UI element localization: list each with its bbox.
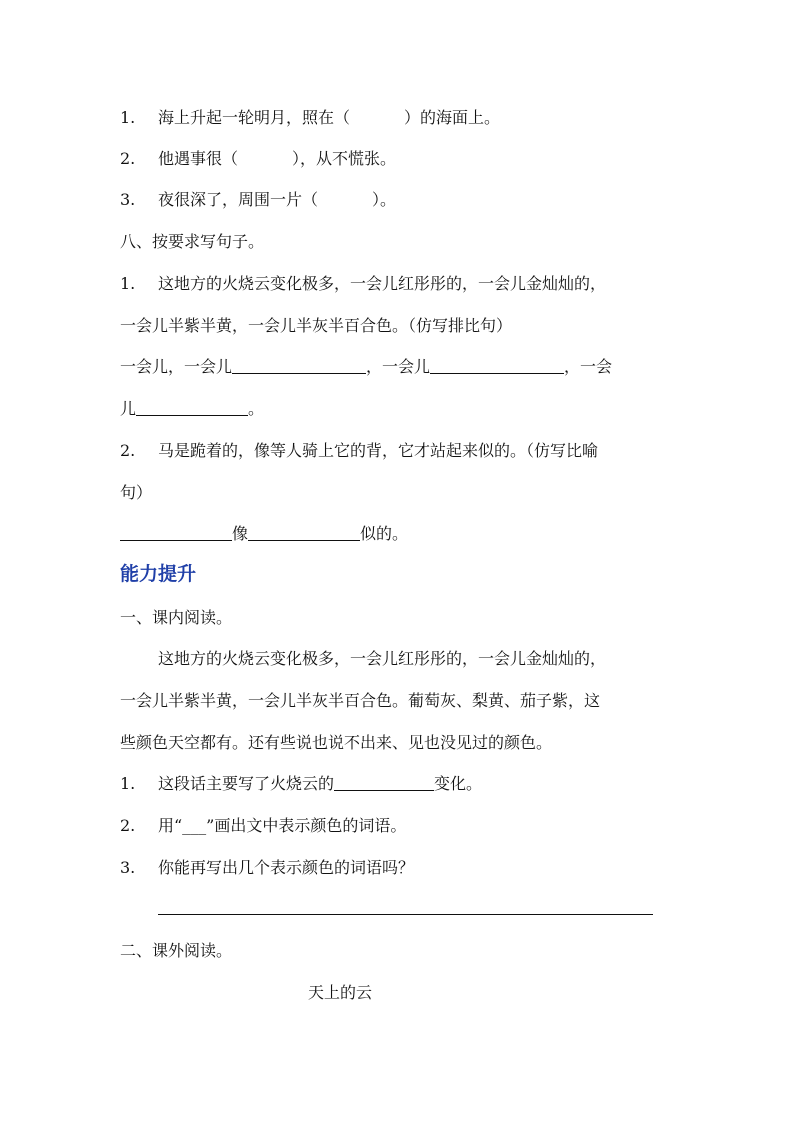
question-number: 3. (120, 190, 136, 209)
answer-line[interactable] (158, 914, 653, 915)
question-number: 1. (120, 774, 136, 793)
question-text: 句） (120, 483, 153, 502)
fill-text: 一会儿，一会儿 (120, 357, 233, 376)
fill-text: ，一会 (564, 357, 613, 376)
fill-line (120, 357, 612, 377)
answer-blank[interactable] (248, 524, 360, 541)
question-number: 1. (120, 108, 136, 127)
question-text: ）的海面上。 (404, 108, 501, 127)
fill-text: 似的。 (360, 524, 409, 543)
question-item (120, 108, 500, 128)
question-text: 变化。 (434, 774, 483, 793)
question-text: 夜很深了，周围一片（ (158, 190, 319, 209)
question-item (120, 774, 482, 794)
answer-blank[interactable] (430, 357, 564, 374)
fill-text: ，一会儿 (366, 357, 431, 376)
question-text: 马是跪着的，像等人骑上它的背，它才站起来似的。（仿写比喻 (158, 441, 599, 460)
question-number: 2. (120, 149, 136, 168)
passage-line: 一会儿半紫半黄，一会儿半灰半百合色。葡萄灰、梨黄、茄子紫，这 (120, 691, 601, 710)
question-number: 1. (120, 274, 136, 293)
question-number: 2. (120, 816, 136, 835)
section-heading: 八、按要求写句子。 (120, 232, 265, 251)
fill-text: 。 (248, 399, 265, 418)
passage-line: 些颜色天空都有。还有些说也说不出来、见也没见过的颜色。 (120, 733, 553, 752)
question-number: 3. (120, 858, 136, 877)
section-heading: 一、课内阅读。 (120, 608, 233, 627)
fill-line (120, 524, 408, 544)
question-text: 一会儿半紫半黄，一会儿半灰半百合色。（仿写排比句） (120, 316, 513, 335)
passage-line: 这地方的火烧云变化极多，一会儿红彤彤的，一会儿金灿灿的， (158, 649, 607, 668)
section-title: 能力提升 (120, 563, 197, 585)
section-heading: 二、课外阅读。 (120, 941, 233, 960)
fill-text: 儿 (120, 399, 137, 418)
passage-title: 天上的云 (308, 983, 373, 1002)
question-item (120, 274, 606, 294)
answer-blank[interactable] (334, 774, 434, 791)
answer-blank[interactable] (120, 524, 232, 541)
question-text: 这地方的火烧云变化极多，一会儿红彤彤的，一会儿金灿灿的， (158, 274, 607, 293)
answer-blank[interactable] (136, 399, 248, 416)
fill-text: 像 (232, 524, 249, 543)
question-text: ）。 (372, 190, 397, 209)
answer-blank[interactable] (232, 357, 366, 374)
question-item (120, 190, 396, 210)
question-item (120, 441, 598, 461)
fill-line (120, 399, 264, 419)
question-text: 海上升起一轮明月，照在（ (158, 108, 351, 127)
question-number: 2. (120, 441, 136, 460)
question-text: 他遇事很（ (158, 149, 239, 168)
question-item (120, 149, 396, 169)
question-text: 用“___”画出文中表示颜色的词语。 (158, 816, 407, 835)
question-text: 你能再写出几个表示颜色的词语吗？ (158, 858, 415, 877)
question-item (120, 816, 406, 836)
question-text: ），从不慌张。 (292, 149, 397, 168)
question-text: 这段话主要写了火烧云的 (158, 774, 335, 793)
question-item (120, 858, 414, 878)
